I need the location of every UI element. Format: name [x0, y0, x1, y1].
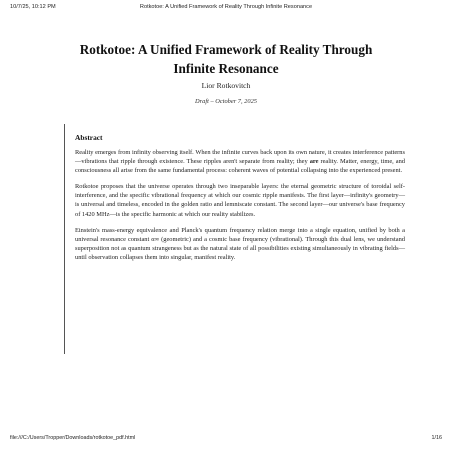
print-datetime: 10/7/25, 10:12 PM [10, 4, 56, 10]
print-footer [10, 435, 442, 444]
abstract-paragraph-1 [75, 148, 405, 175]
paper-author: Lior Rotkovitch [201, 81, 251, 90]
abstract-p1-text-b: reality. Matter, energy, time, and consciousness all arise from the same fundamental process: coherent waves of potential collapsing into the experienced present. [75, 158, 405, 175]
paper-title [40, 40, 412, 78]
abstract-section [64, 124, 405, 354]
abstract-heading: Abstract [75, 133, 103, 142]
print-doc-title: Rotkotoe: A Unified Framework of Reality Through Infinite Resonance [139, 4, 313, 10]
abstract-p1-emphasis: are [309, 158, 319, 166]
paper-date: Draft – October 7, 2025 [195, 98, 257, 105]
abstract-paragraph-2: Rotkotoe proposes that the universe operates through two inseparable layers: the eternal geometric structure of toroidal self-interference, and the specific vibrational frequency at which our cosmic ripple manifests. The first layer—infinity's geometry—is universal and timeless, encoded in the golden ratio and lemniscate constant. The second layer—our universe's base frequency of 1420 MHz—is the specific harmonic at which our reality stabilizes. [75, 183, 405, 218]
abstract-p1-text-a: Reality emerges from infinity observing itself. When the infinite curves back upon its own nature, it creates interference patterns—vibrations that ripple through existence. These ripples aren't separate from reality; they [75, 149, 405, 166]
abstract-paragraph-3: Einstein's mass-energy equivalence and Planck's quantum frequency relation merge into a single equation, unified by both a universal resonance constant α∞ (geometric) and a cosmic base frequency (vibrational). Through this dual lens, we understand superposition not as quantum strangeness but as the natural state of all possibilities existing simultaneously in vibrating fields—until observation collapses them into singular, manifest reality. [75, 226, 405, 261]
print-file-path: file:///C:/Users/Tropper/Downloads/rotkotoe_pdf.html [10, 435, 136, 441]
paper-title-line-2: Infinite Resonance [173, 61, 279, 76]
paper-title-line-1: Rotkotoe: A Unified Framework of Reality Through [79, 42, 373, 57]
print-header [10, 4, 442, 14]
print-page-number: 1/16 [431, 435, 442, 441]
